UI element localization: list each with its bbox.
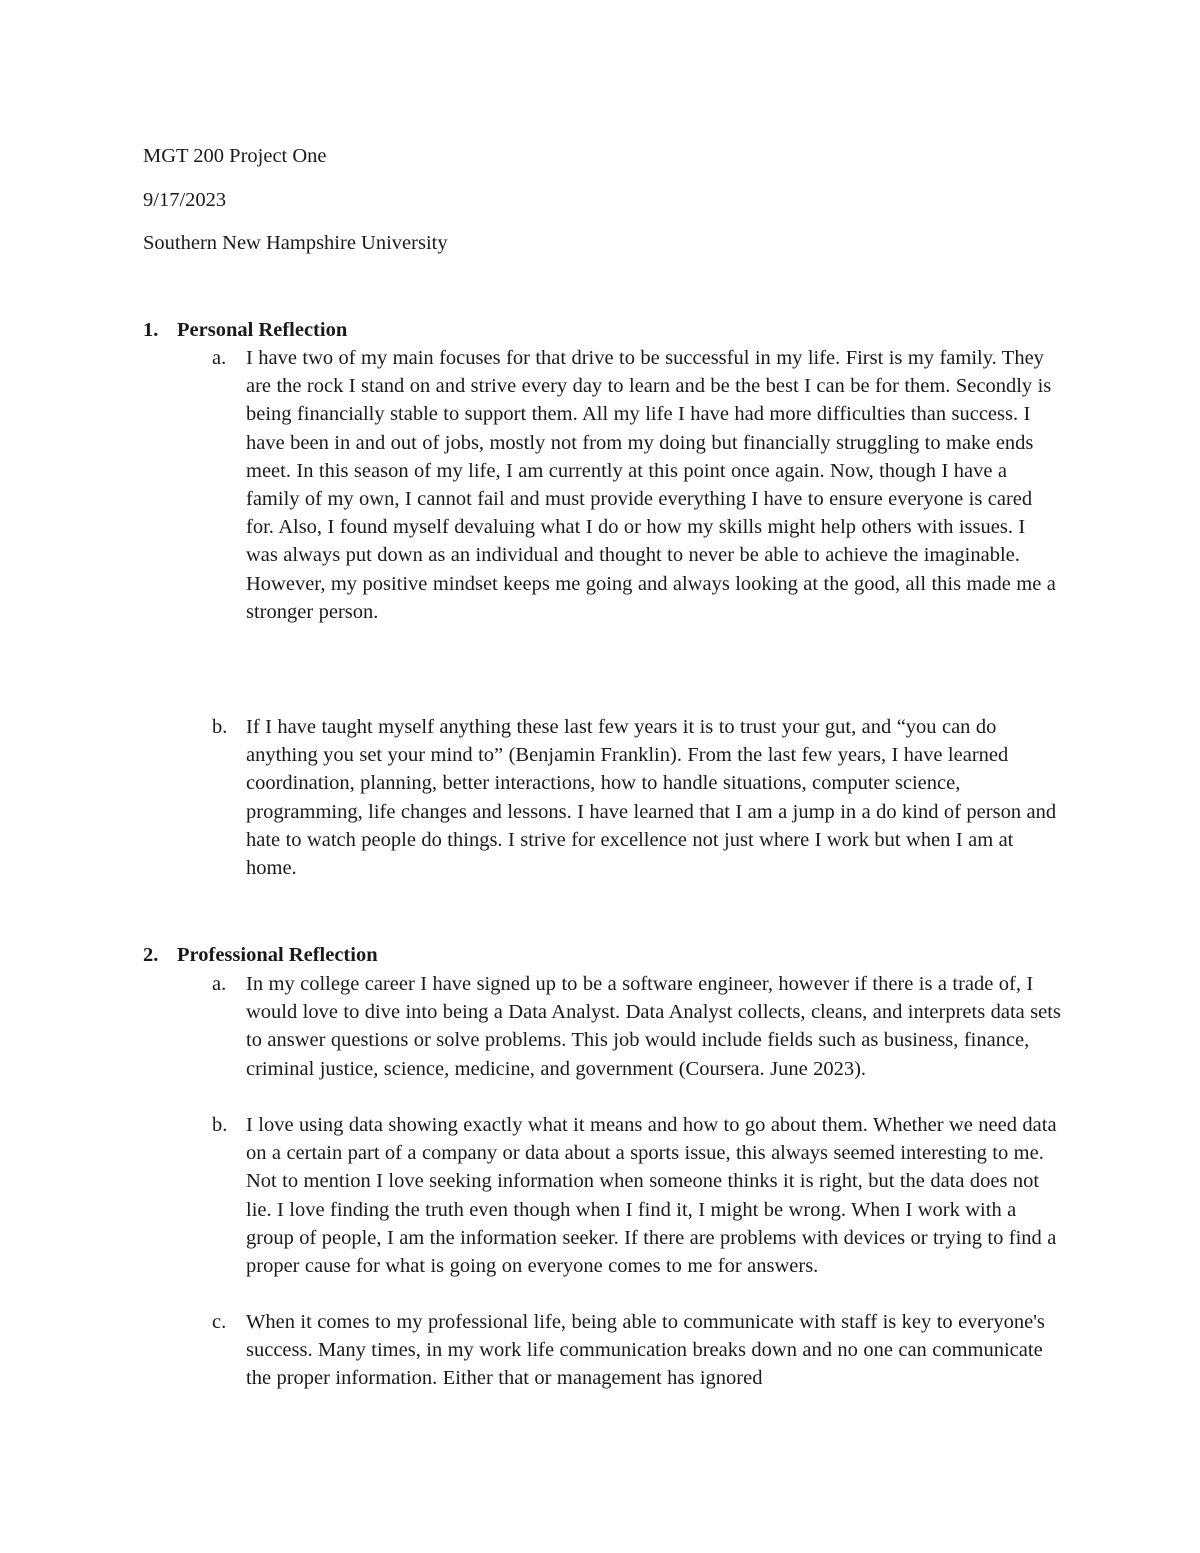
section-heading-professional-reflection (143, 941, 378, 969)
institution-name: Southern New Hampshire University (143, 232, 448, 254)
list-marker: b. (212, 716, 228, 738)
paragraph-text: I love using data showing exactly what it means and how to go about them. Whether we need data on a certain part of a company or data about a sports issue, this always seemed interesting to me. Not to mention I love seeking information when someone thinks it is right, but the data does not lie. I love finding the truth even though when I find it, I might be wrong. When I work with a group of people, I am the information seeker. If there are problems with devices or trying to find a proper cause for what is going on everyone comes to me for answers. (246, 1114, 1057, 1278)
document-date: 9/17/2023 (143, 189, 227, 211)
document-title: MGT 200 Project One (143, 145, 327, 167)
list-marker: a. (212, 973, 227, 995)
section-title: Professional Reflection (177, 944, 378, 966)
list-item-professional-b (212, 1111, 1062, 1280)
list-item-personal-b (212, 713, 1062, 882)
paragraph-text: If I have taught myself anything these last few years it is to trust your gut, and “you can do anything you set your mind to” (Benjamin Franklin). From the last few years, I have learned coordination, planning, better interactions, how to handle situations, computer science, programming, life changes and lessons. I have learned that I am a jump in a do kind of person and hate to watch people do things. I strive for excellence not just where I work but when I am at home. (246, 716, 1057, 880)
section-number: 1. (143, 319, 159, 341)
section-heading-personal-reflection (143, 316, 347, 344)
section-number: 2. (143, 944, 159, 966)
paragraph-text: When it comes to my professional life, being able to communicate with staff is key to everyone's success. Many times, in my work life communication breaks down and no one can communicate the proper information. Either that or management has ignored (246, 1311, 1045, 1390)
paragraph-text: In my college career I have signed up to be a software engineer, however if there is a trade of, I would love to dive into being a Data Analyst. Data Analyst collects, cleans, and interprets data sets to answer questions or solve problems. This job would include fields such as business, finance, criminal justice, science, medicine, and government (Coursera. June 2023). (246, 973, 1061, 1080)
paragraph-text: I have two of my main focuses for that drive to be successful in my life. First is my family. They are the rock I stand on and strive every day to learn and be the best I can be for them. Secondly is being financially stable to support them. All my life I have had more difficulties than success. I have been in and out of jobs, mostly not from my doing but financially struggling to make ends meet. In this season of my life, I am currently at this point once again. Now, though I have a family of my own, I cannot fail and must provide everything I have to ensure everyone is cared for. Also, I found myself devaluing what I do or how my skills might help others with issues. I was always put down as an individual and thought to never be able to achieve the imaginable. However, my positive mindset keeps me going and always looking at the good, all this made me a stronger person. (246, 347, 1056, 623)
list-marker: c. (212, 1311, 227, 1333)
list-marker: a. (212, 347, 227, 369)
list-marker: b. (212, 1114, 228, 1136)
list-item-professional-a (212, 970, 1062, 1083)
list-item-personal-a (212, 344, 1062, 626)
section-title: Personal Reflection (177, 319, 348, 341)
list-item-professional-c (212, 1308, 1062, 1393)
